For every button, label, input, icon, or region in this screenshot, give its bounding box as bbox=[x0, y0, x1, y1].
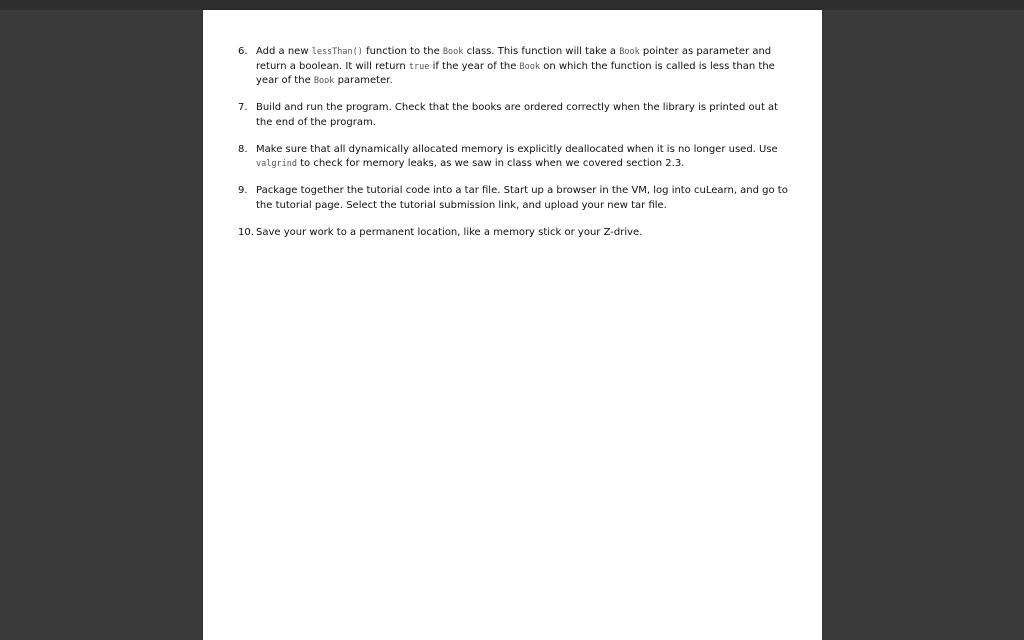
list-item bbox=[238, 101, 788, 130]
list-item-number: 8. bbox=[238, 143, 248, 155]
text-run: Save your work to a permanent location, like a memory stick or your Z-drive. bbox=[256, 226, 643, 238]
text-run: Package together the tutorial code into a tar file. Start up a browser in the VM, log into cuLearn, and go to the tutorial page. Select the tutorial submission link, and upload your new tar file. bbox=[256, 185, 788, 211]
text-run: parameter. bbox=[334, 75, 393, 86]
list-item-text bbox=[256, 45, 788, 89]
list-item-text bbox=[256, 143, 788, 172]
inline-code: Book bbox=[313, 76, 335, 86]
list-item-number: 10. bbox=[238, 226, 254, 238]
viewer-top-strip bbox=[0, 0, 1024, 10]
list-item-number: 9. bbox=[238, 185, 248, 196]
instruction-list bbox=[238, 45, 788, 253]
list-item bbox=[238, 184, 788, 213]
list-item-text bbox=[256, 226, 788, 241]
text-run: Make sure that all dynamically allocated memory is explicitly deallocated when it is no longer used. Use bbox=[256, 143, 778, 155]
text-run: function to the bbox=[362, 46, 443, 57]
text-run: Build and run the program. Check that the books are ordered correctly when the library is printed out at the end of the program. bbox=[256, 102, 779, 128]
text-run: class. This function will take a bbox=[463, 46, 620, 57]
inline-code: true bbox=[408, 61, 430, 72]
text-run: on which the function is called is less than the year of the bbox=[256, 60, 775, 86]
inline-code: valgrind bbox=[256, 159, 297, 169]
inline-code: lessThan() bbox=[311, 47, 363, 57]
text-run: to check for memory leaks, as we saw in class when we covered section 2.3. bbox=[296, 158, 685, 169]
text-run: if the year of the bbox=[429, 60, 520, 72]
list-item bbox=[238, 45, 788, 89]
list-item bbox=[238, 143, 788, 172]
list-item-number: 7. bbox=[238, 102, 248, 113]
text-run: Add a new bbox=[256, 46, 312, 57]
list-item-text bbox=[256, 101, 788, 130]
list-item-text bbox=[256, 184, 788, 213]
text-run: pointer as parameter and return a boolean. It will return bbox=[256, 46, 772, 72]
inline-code: Book bbox=[619, 47, 640, 57]
inline-code: Book bbox=[442, 47, 464, 57]
list-item-number: 6. bbox=[238, 46, 248, 57]
document-page[interactable] bbox=[203, 10, 822, 640]
list-item bbox=[238, 226, 788, 241]
inline-code: Book bbox=[519, 61, 541, 72]
